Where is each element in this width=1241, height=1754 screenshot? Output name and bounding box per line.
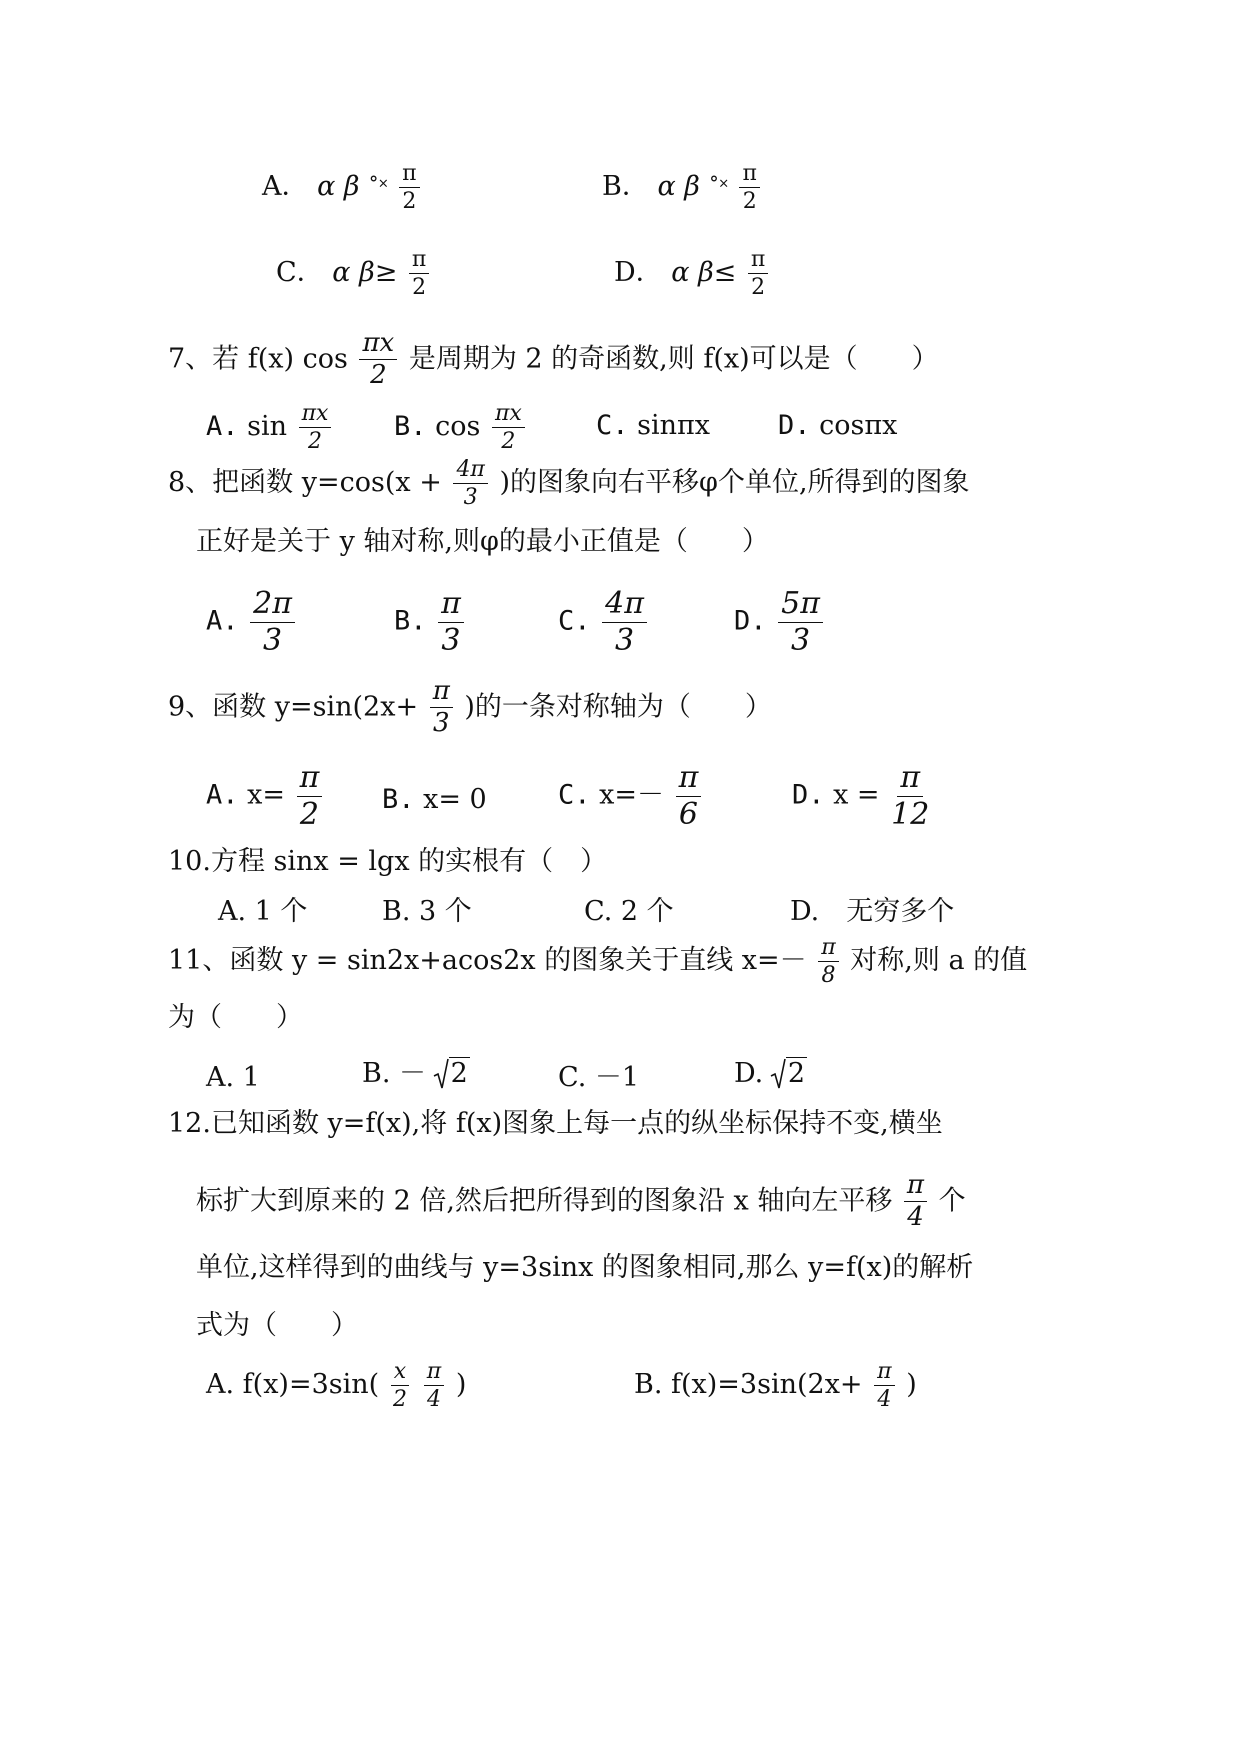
q7-option-b: B. cos $\frac{\pi x}{2}$ <box>394 402 528 453</box>
q6-option-c-fraction: $\frac{\pi}{2}$ <box>409 248 429 299</box>
q8-option-a: A. $\frac{2\pi}{3}$ <box>206 588 298 656</box>
q12-stem-line2: 标扩大到原来的 2 倍,然后把所得到的图象沿 x 轴向左平移 $\frac{\pi}{4}$ 个 <box>196 1170 966 1233</box>
q8-option-c: C. $\frac{4\pi}{3}$ <box>558 588 650 656</box>
q6-option-c-body: α β≥ <box>332 257 398 289</box>
sqrt-symbol: 2 <box>772 1060 807 1087</box>
q6-option-d-label: D． <box>614 257 663 289</box>
q11-stem-line2: 为（ ） <box>168 1002 303 1033</box>
q6-option-d <box>614 248 771 299</box>
q12-stem-line3: 单位,这样得到的曲线与 y=3sinx 的图象相同,那么 y=f(x)的解析 <box>196 1252 974 1283</box>
q9-stem-fraction: $\frac{\pi}{3}$ <box>430 678 453 738</box>
q8-stem-fraction: $\frac{4\pi}{3}$ <box>453 458 487 509</box>
q10-option-c: C. 2 个 <box>584 896 674 927</box>
q6-option-b-body: α β <box>657 171 700 203</box>
q11-option-c: C. －1 <box>558 1062 640 1093</box>
q6-option-c <box>276 248 432 299</box>
q12-stem-line4: 式为（ ） <box>196 1310 358 1341</box>
sqrt-symbol: 2 <box>435 1060 470 1087</box>
q7-stem-fraction: $\frac{\pi x}{2}$ <box>359 330 397 390</box>
q7-option-a: A. sin $\frac{\pi x}{2}$ <box>206 402 334 453</box>
q11-stem-fraction: $\frac{\pi}{8}$ <box>818 936 838 987</box>
q6-option-b-label: B． <box>602 171 649 203</box>
q9-option-c: C. x=－ $\frac{\pi}{6}$ <box>558 762 704 830</box>
q11-option-d: D. 2 <box>734 1058 806 1089</box>
q6-option-a-fraction: $\frac{\pi}{2}$ <box>399 162 419 213</box>
q6-option-b-fraction: $\frac{\pi}{2}$ <box>739 162 759 213</box>
q6-option-c-label: C． <box>276 257 324 289</box>
q6-option-a-label: A． <box>262 171 309 203</box>
q10-option-a: A. 1 个 <box>218 896 308 927</box>
q7-option-c: C. sinπx <box>596 410 710 441</box>
q8-option-d: D. $\frac{5\pi}{3}$ <box>734 588 826 656</box>
q10-option-b: B. 3 个 <box>382 896 472 927</box>
q7-option-d: D. cosπx <box>778 410 898 441</box>
q11-option-a: A. 1 <box>206 1062 260 1093</box>
q9-option-b: B. x= 0 <box>382 784 487 815</box>
q8-option-b: B. $\frac{\pi}{3}$ <box>394 588 467 656</box>
q12-stem-line1: 12.已知函数 y=f(x),将 f(x)图象上每一点的纵坐标保持不变,横坐 <box>168 1108 943 1139</box>
q12-option-b: B. f(x)=3sin(2x+ $\frac{\pi}{4}$ ) <box>634 1359 917 1413</box>
q10-option-d: D. 无穷多个 <box>790 896 955 927</box>
q6-option-d-fraction: $\frac{\pi}{2}$ <box>748 248 768 299</box>
q9-option-d: D. x = $\frac{\pi}{12}$ <box>792 760 930 832</box>
q9-stem: 9、函数 y=sin(2x+ $\frac{\pi}{3}$ )的一条对称轴为（ ） <box>168 676 772 739</box>
q8-stem-line2: 正好是关于 y 轴对称,则φ的最小正值是（ ） <box>196 526 769 557</box>
q11-stem-line1: 11、函数 y = sin2x+acos2x 的图象关于直线 x=－ $\frac{\pi}{8}$ 对称,则 a 的值 <box>168 935 1028 989</box>
q6-option-a-body: α β <box>317 171 360 203</box>
q12-option-a: A. f(x)=3sin( $\frac{x}{2}$ $\frac{\pi}{4}$ ) <box>206 1359 467 1413</box>
q8-stem-line1: 8、把函数 y=cos(x + $\frac{4\pi}{3}$ )的图象向右平移φ个单位,所得到的图象 <box>168 457 970 511</box>
q11-option-b: B. － 2 <box>362 1058 468 1089</box>
q10-stem: 10.方程 sinx = lgx 的实根有（ ） <box>168 846 608 877</box>
q6-option-a: A． α β ˚˟ $\frac{\pi}{2}$ <box>262 162 423 213</box>
q12-stem-fraction: $\frac{\pi}{4}$ <box>904 1172 927 1232</box>
q6-option-b: B． α β ˚˟ $\frac{\pi}{2}$ <box>602 162 763 213</box>
q7-stem: 7、若 f(x) cos $\frac{\pi x}{2}$ 是周期为 2 的奇函数,则 f(x)可以是（ ） <box>168 328 939 391</box>
q6-option-d-body: α β≤ <box>671 257 737 289</box>
q9-option-a: A. x= $\frac{\pi}{2}$ <box>206 762 325 830</box>
